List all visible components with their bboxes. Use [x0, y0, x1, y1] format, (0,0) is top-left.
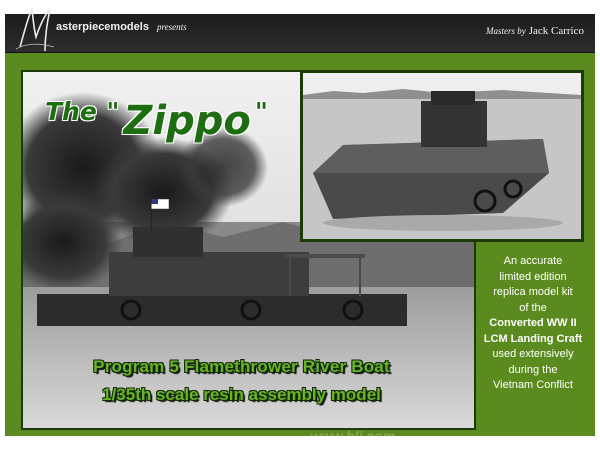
title-zippo: Zippo	[123, 98, 251, 144]
brand-line	[56, 21, 187, 33]
zippo-boat-image	[303, 73, 581, 239]
master-name: Jack Carrico	[528, 25, 584, 37]
title-the: The	[45, 97, 97, 126]
desc-line-5: Converted WW II	[489, 317, 577, 329]
brand-name: asterpiecemodels	[56, 21, 149, 33]
desc-line-6: LCM Landing Craft	[483, 332, 583, 345]
desc-line-4: of the	[519, 301, 547, 314]
presents-text: presents	[156, 22, 187, 32]
desc-line-9: Vietnam Conflict	[493, 379, 573, 391]
watermark-text: www.hlj.com	[310, 428, 396, 444]
title-close-quote: "	[254, 97, 268, 126]
caption-line-1: Program 5 Flamethrower River Boat	[93, 357, 390, 376]
desc-line-2: limited edition	[499, 270, 567, 283]
masters-credit	[486, 21, 584, 39]
desc-line-1: An accurate	[503, 255, 563, 267]
caption-line-2: 1/35th scale resin assembly model	[102, 385, 381, 404]
desc-line-8: during the	[508, 363, 558, 376]
kit-description	[474, 254, 592, 394]
desc-line-7: used extensively	[492, 348, 574, 360]
masterpiece-m-logo	[14, 3, 56, 59]
boat-side-photo	[300, 70, 584, 242]
masters-by-label: Masters by	[485, 26, 526, 36]
title-open-quote: "	[106, 97, 120, 126]
box-title	[45, 84, 272, 144]
desc-line-3: replica model kit	[493, 286, 573, 298]
